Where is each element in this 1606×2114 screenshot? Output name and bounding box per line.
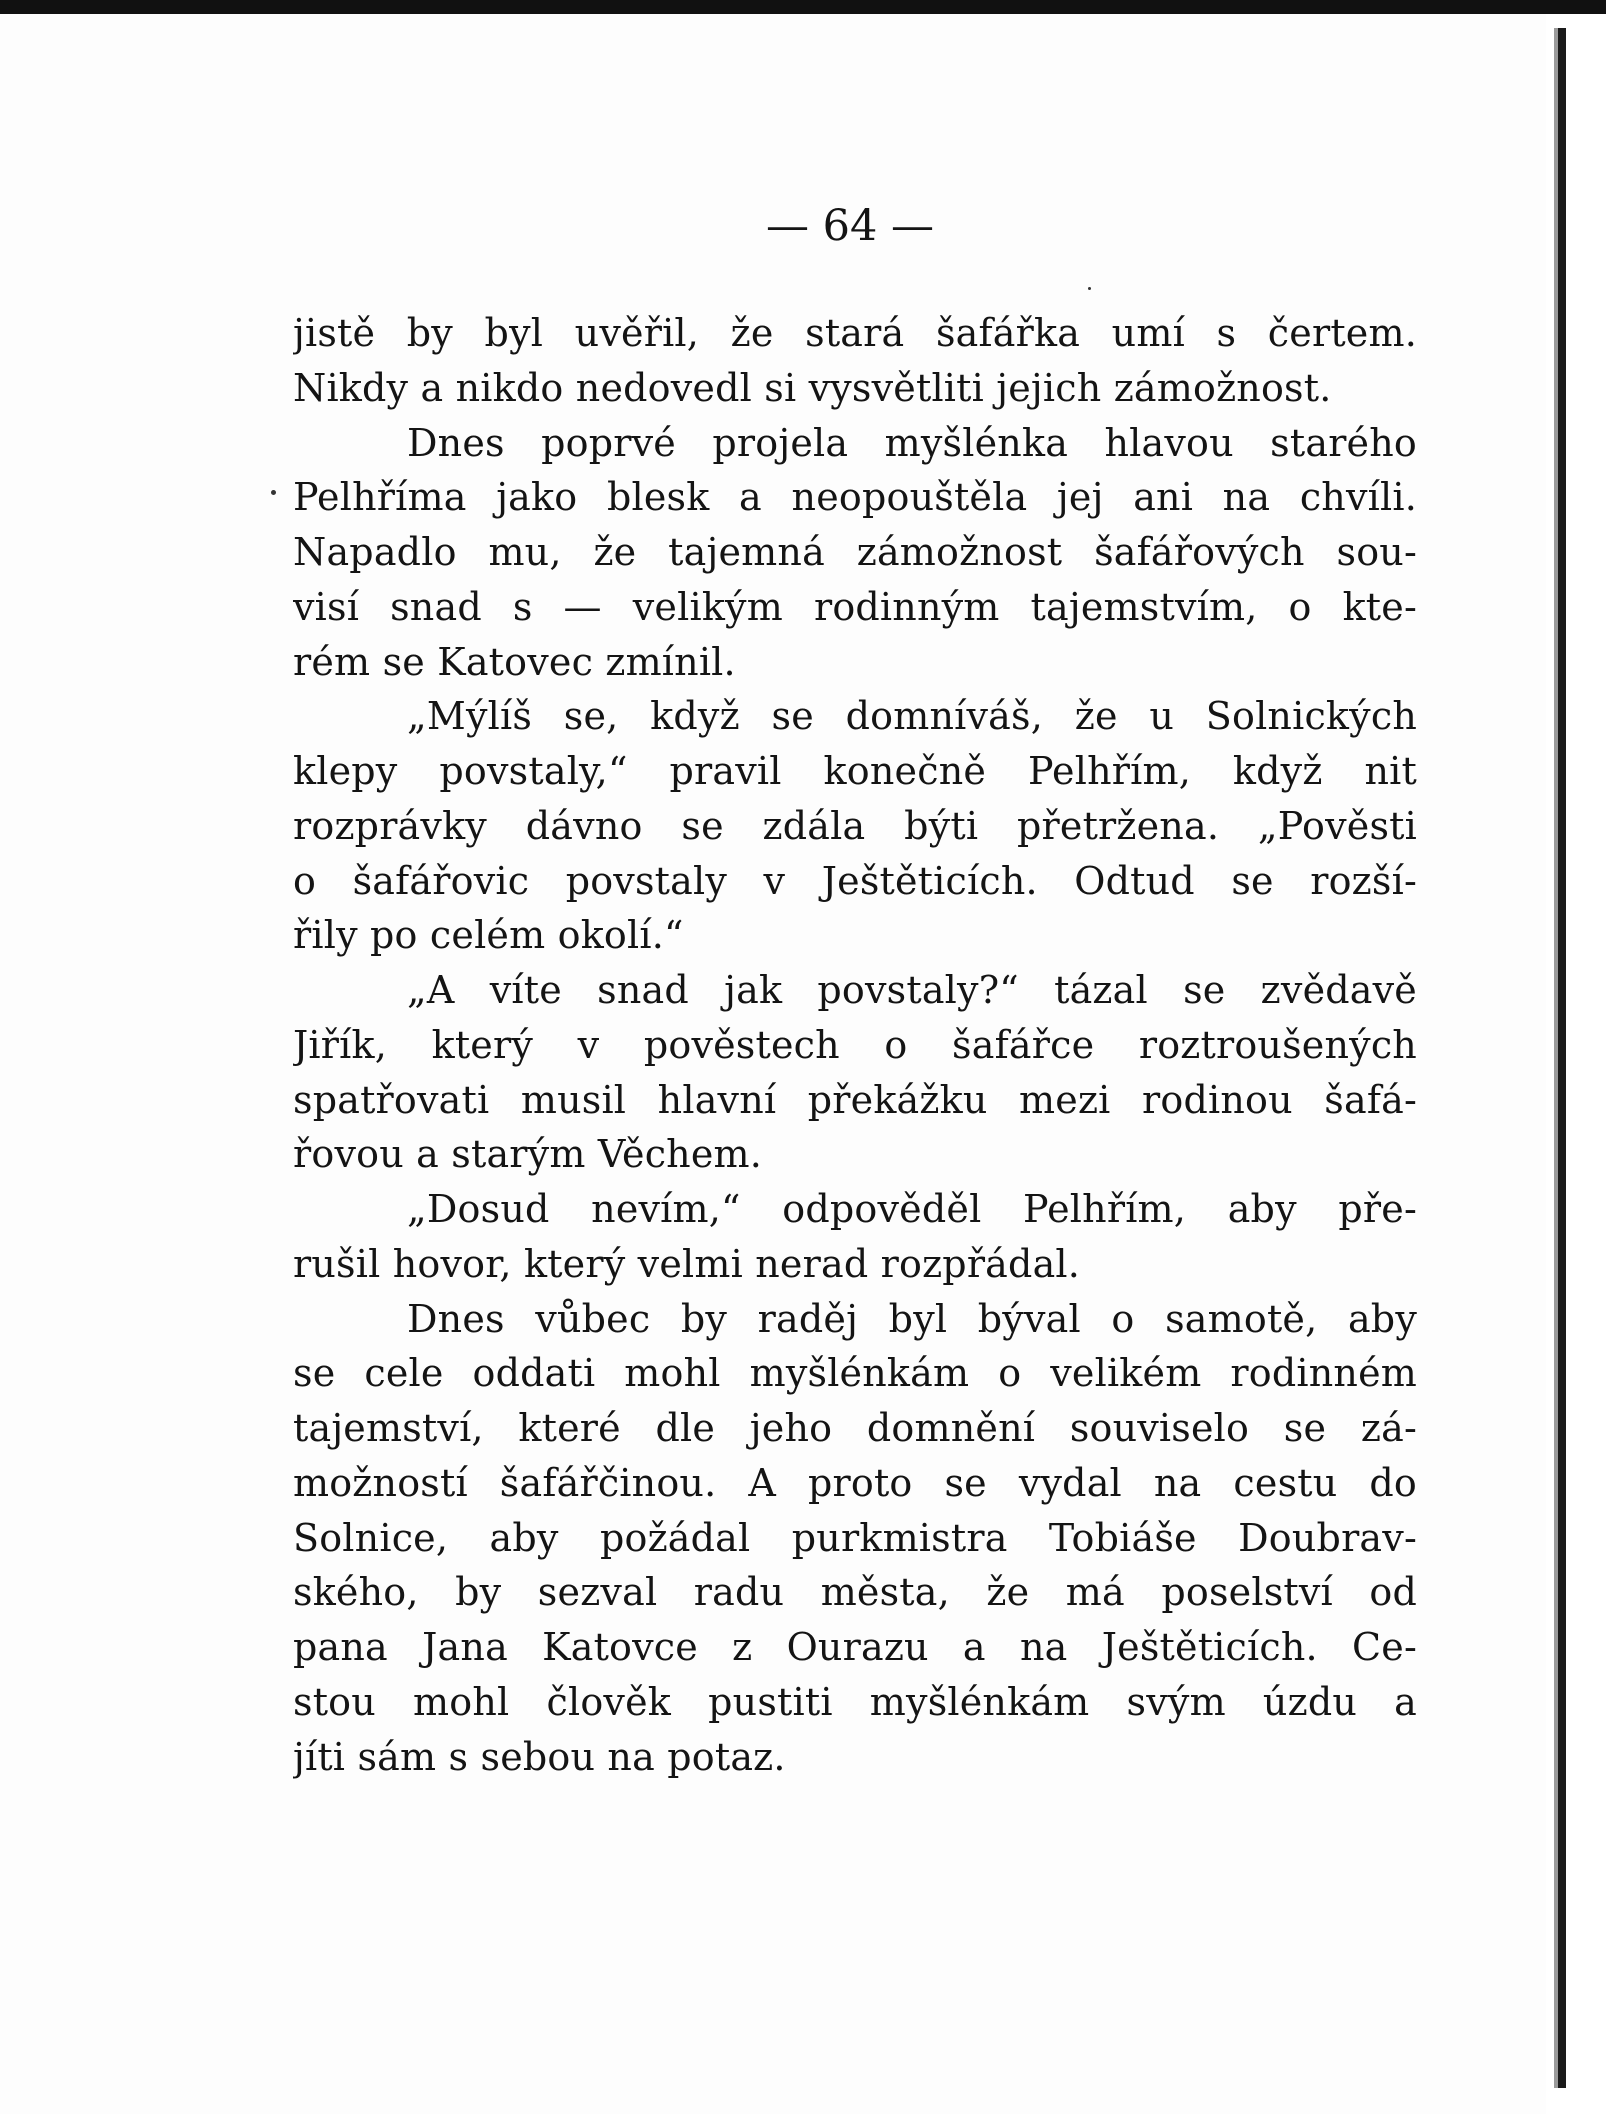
text-line: Nikdy a nikdo nedovedl si vysvětliti jejich zámožnost. [293, 365, 1332, 410]
print-speck [1088, 287, 1091, 290]
scan-top-border [0, 0, 1606, 14]
text-line: rozprávky dávno se zdála býti přetržena. „Pověsti [293, 803, 1417, 848]
text-line: ského, by sezval radu města, že má poselství od [293, 1570, 1417, 1615]
text-line: Jiřík, který v pověstech o šafářce roztroušených [293, 1022, 1417, 1067]
text-line: visí snad s — velikým rodinným tajemstvím, o kte- [293, 584, 1417, 629]
text-line: jíti sám s sebou na potaz. [293, 1734, 786, 1779]
text-line: „Mýlíš se, když se domníváš, že u Solnických [407, 694, 1417, 739]
text-line: tajemství, které dle jeho domnění souviselo se zá- [293, 1406, 1417, 1450]
text-line: „A víte snad jak povstaly?“ tázal se zvědavě [407, 968, 1417, 1012]
print-speck [271, 490, 276, 495]
text-line: klepy povstaly,“ pravil konečně Pelhřím, když nit [293, 749, 1417, 793]
text-line: Pelhříma jako blesk a neopouštěla jej ani na chvíli. [293, 475, 1417, 520]
text-line: Dnes poprvé projela myšlénka hlavou starého [407, 420, 1417, 465]
text-line: Napadlo mu, že tajemná zámožnost šafářových sou- [293, 530, 1417, 574]
text-line: „Dosud nevím,“ odpověděl Pelhřím, aby pře- [407, 1187, 1417, 1231]
text-line: spatřovati musil hlavní překážku mezi rodinou šafá- [293, 1077, 1417, 1122]
text-line: se cele oddati mohl myšlénkám o velikém rodinném [293, 1351, 1417, 1396]
text-line: Solnice, aby požádal purkmistra Tobiáše Doubrav- [293, 1515, 1417, 1560]
text-line: řovou a starým Věchem. [293, 1132, 763, 1177]
text-line: rušil hovor, který velmi nerad rozpřádal. [293, 1241, 1081, 1286]
text-line: možností šafářčinou. A proto se vydal na cestu do [293, 1460, 1417, 1505]
body-text [293, 306, 1417, 1784]
text-line: rém se Katovec zmínil. [293, 639, 736, 684]
text-line: pana Jana Katovce z Ourazu a na Ještěticích. Ce- [293, 1625, 1417, 1669]
text-line: o šafářovic povstaly v Ještěticích. Odtud se rozší- [293, 858, 1417, 903]
scan-right-edge [1558, 28, 1566, 2088]
page-number: — 64 — [765, 201, 935, 251]
text-line: řily po celém okolí.“ [293, 913, 684, 958]
text-line: stou mohl člověk pustiti myšlénkám svým úzdu a [293, 1679, 1417, 1724]
text-line: jistě by byl uvěřil, že stará šafářka umí s čertem. [293, 311, 1417, 355]
text-line: Dnes vůbec by raděj byl býval o samotě, aby [407, 1296, 1417, 1341]
